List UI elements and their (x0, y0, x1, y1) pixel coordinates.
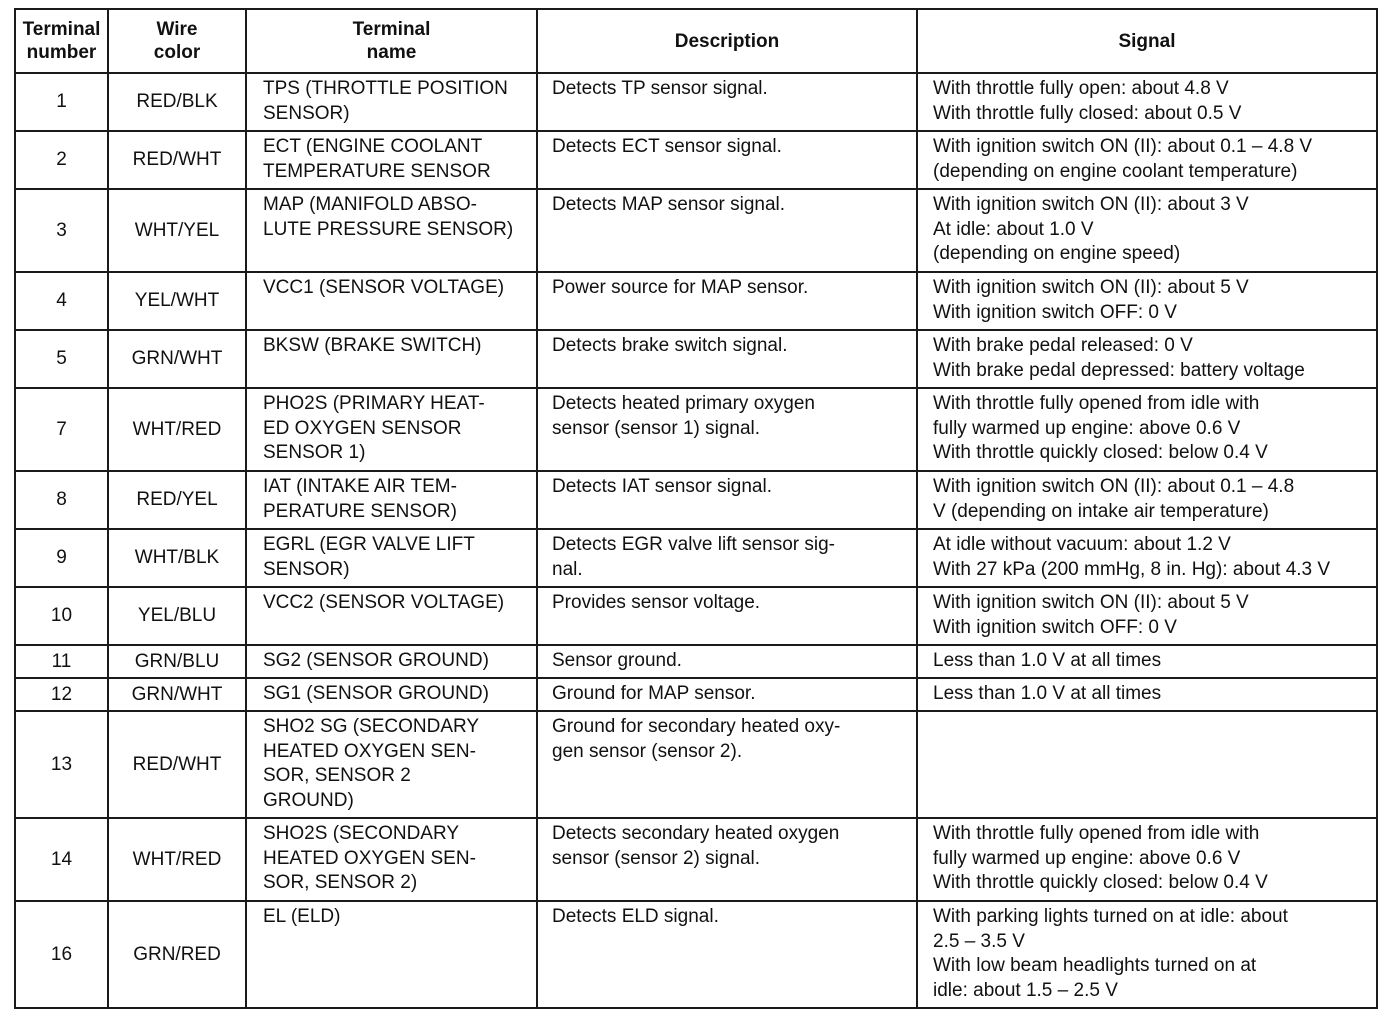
terminal-name-cell: TPS (THROTTLE POSITION SENSOR) (246, 73, 537, 131)
terminal-number-cell: 3 (15, 189, 108, 272)
signal-cell: With throttle fully opened from idle with fully warmed up engine: above 0.6 V With throttle quickly closed: below 0.4 V (917, 388, 1377, 471)
terminal-number-cell: 4 (15, 272, 108, 330)
header-description: Description (537, 9, 917, 73)
wire-color-cell: RED/BLK (108, 73, 246, 131)
description-cell: Detects MAP sensor signal. (537, 189, 917, 272)
description-cell: Ground for MAP sensor. (537, 678, 917, 711)
wire-color-cell: WHT/RED (108, 388, 246, 471)
table-row (15, 711, 1377, 818)
wire-color-cell: GRN/RED (108, 901, 246, 1008)
terminal-number-cell: 13 (15, 711, 108, 818)
table-row (15, 131, 1377, 189)
signal-cell: With ignition switch ON (II): about 5 V With ignition switch OFF: 0 V (917, 587, 1377, 645)
wire-color-cell: GRN/WHT (108, 678, 246, 711)
table-row (15, 901, 1377, 1008)
signal-cell: At idle without vacuum: about 1.2 V With 27 kPa (200 mmHg, 8 in. Hg): about 4.3 V (917, 529, 1377, 587)
terminal-name-cell: IAT (INTAKE AIR TEM- PERATURE SENSOR) (246, 471, 537, 529)
description-cell: Detects ECT sensor signal. (537, 131, 917, 189)
terminal-number-cell: 11 (15, 645, 108, 678)
terminal-name-cell: ECT (ENGINE COOLANT TEMPERATURE SENSOR (246, 131, 537, 189)
description-cell: Detects EGR valve lift sensor sig- nal. (537, 529, 917, 587)
signal-cell: Less than 1.0 V at all times (917, 678, 1377, 711)
terminal-number-cell: 2 (15, 131, 108, 189)
description-cell: Detects heated primary oxygen sensor (sensor 1) signal. (537, 388, 917, 471)
terminal-name-cell: PHO2S (PRIMARY HEAT- ED OXYGEN SENSOR SENSOR 1) (246, 388, 537, 471)
terminal-number-cell: 5 (15, 330, 108, 388)
signal-cell: With ignition switch ON (II): about 3 V At idle: about 1.0 V (depending on engine speed) (917, 189, 1377, 272)
table-row (15, 645, 1377, 678)
description-cell: Detects TP sensor signal. (537, 73, 917, 131)
table-row (15, 73, 1377, 131)
table-row (15, 272, 1377, 330)
wire-color-cell: RED/YEL (108, 471, 246, 529)
table-row (15, 678, 1377, 711)
terminal-number-cell: 16 (15, 901, 108, 1008)
wire-color-cell: GRN/BLU (108, 645, 246, 678)
header-terminal-name: Terminal name (246, 9, 537, 73)
description-cell: Provides sensor voltage. (537, 587, 917, 645)
signal-cell: With ignition switch ON (II): about 0.1 – 4.8 V (depending on engine coolant temperature) (917, 131, 1377, 189)
wire-color-cell: WHT/RED (108, 818, 246, 901)
description-cell: Detects secondary heated oxygen sensor (sensor 2) signal. (537, 818, 917, 901)
terminal-number-cell: 12 (15, 678, 108, 711)
header-signal: Signal (917, 9, 1377, 73)
signal-cell: With ignition switch ON (II): about 0.1 – 4.8 V (depending on intake air temperature) (917, 471, 1377, 529)
table-row (15, 471, 1377, 529)
terminal-name-cell: EL (ELD) (246, 901, 537, 1008)
header-row (15, 9, 1377, 73)
terminal-name-cell: SG1 (SENSOR GROUND) (246, 678, 537, 711)
description-cell: Sensor ground. (537, 645, 917, 678)
terminal-number-cell: 9 (15, 529, 108, 587)
table-row (15, 189, 1377, 272)
wire-color-cell: YEL/WHT (108, 272, 246, 330)
wire-color-cell: GRN/WHT (108, 330, 246, 388)
signal-cell: With throttle fully opened from idle with fully warmed up engine: above 0.6 V With throttle quickly closed: below 0.4 V (917, 818, 1377, 901)
terminal-name-cell: SG2 (SENSOR GROUND) (246, 645, 537, 678)
terminal-number-cell: 8 (15, 471, 108, 529)
wire-color-cell: RED/WHT (108, 711, 246, 818)
table-row (15, 587, 1377, 645)
signal-cell: With parking lights turned on at idle: about 2.5 – 3.5 V With low beam headlights turned on at idle: about 1.5 – 2.5 V (917, 901, 1377, 1008)
wire-color-cell: YEL/BLU (108, 587, 246, 645)
description-cell: Detects ELD signal. (537, 901, 917, 1008)
terminal-number-cell: 10 (15, 587, 108, 645)
terminal-name-cell: MAP (MANIFOLD ABSO- LUTE PRESSURE SENSOR) (246, 189, 537, 272)
terminal-name-cell: SHO2S (SECONDARY HEATED OXYGEN SEN- SOR, SENSOR 2) (246, 818, 537, 901)
signal-cell: With brake pedal released: 0 V With brake pedal depressed: battery voltage (917, 330, 1377, 388)
wire-color-cell: RED/WHT (108, 131, 246, 189)
terminal-table (14, 8, 1378, 1009)
terminal-name-cell: BKSW (BRAKE SWITCH) (246, 330, 537, 388)
description-cell: Ground for secondary heated oxy- gen sensor (sensor 2). (537, 711, 917, 818)
description-cell: Detects IAT sensor signal. (537, 471, 917, 529)
header-terminal-number: Terminal number (15, 9, 108, 73)
signal-cell: With ignition switch ON (II): about 5 V With ignition switch OFF: 0 V (917, 272, 1377, 330)
terminal-number-cell: 14 (15, 818, 108, 901)
terminal-number-cell: 1 (15, 73, 108, 131)
terminal-name-cell: VCC2 (SENSOR VOLTAGE) (246, 587, 537, 645)
table-row (15, 818, 1377, 901)
signal-cell: With throttle fully open: about 4.8 V With throttle fully closed: about 0.5 V (917, 73, 1377, 131)
terminal-name-cell: EGRL (EGR VALVE LIFT SENSOR) (246, 529, 537, 587)
table-row (15, 529, 1377, 587)
description-cell: Power source for MAP sensor. (537, 272, 917, 330)
terminal-name-cell: SHO2 SG (SECONDARY HEATED OXYGEN SEN- SOR, SENSOR 2 GROUND) (246, 711, 537, 818)
table-row (15, 330, 1377, 388)
signal-cell (917, 711, 1377, 818)
signal-cell: Less than 1.0 V at all times (917, 645, 1377, 678)
header-wire-color: Wire color (108, 9, 246, 73)
wire-color-cell: WHT/BLK (108, 529, 246, 587)
description-cell: Detects brake switch signal. (537, 330, 917, 388)
terminal-name-cell: VCC1 (SENSOR VOLTAGE) (246, 272, 537, 330)
terminal-number-cell: 7 (15, 388, 108, 471)
wire-color-cell: WHT/YEL (108, 189, 246, 272)
table-row (15, 388, 1377, 471)
